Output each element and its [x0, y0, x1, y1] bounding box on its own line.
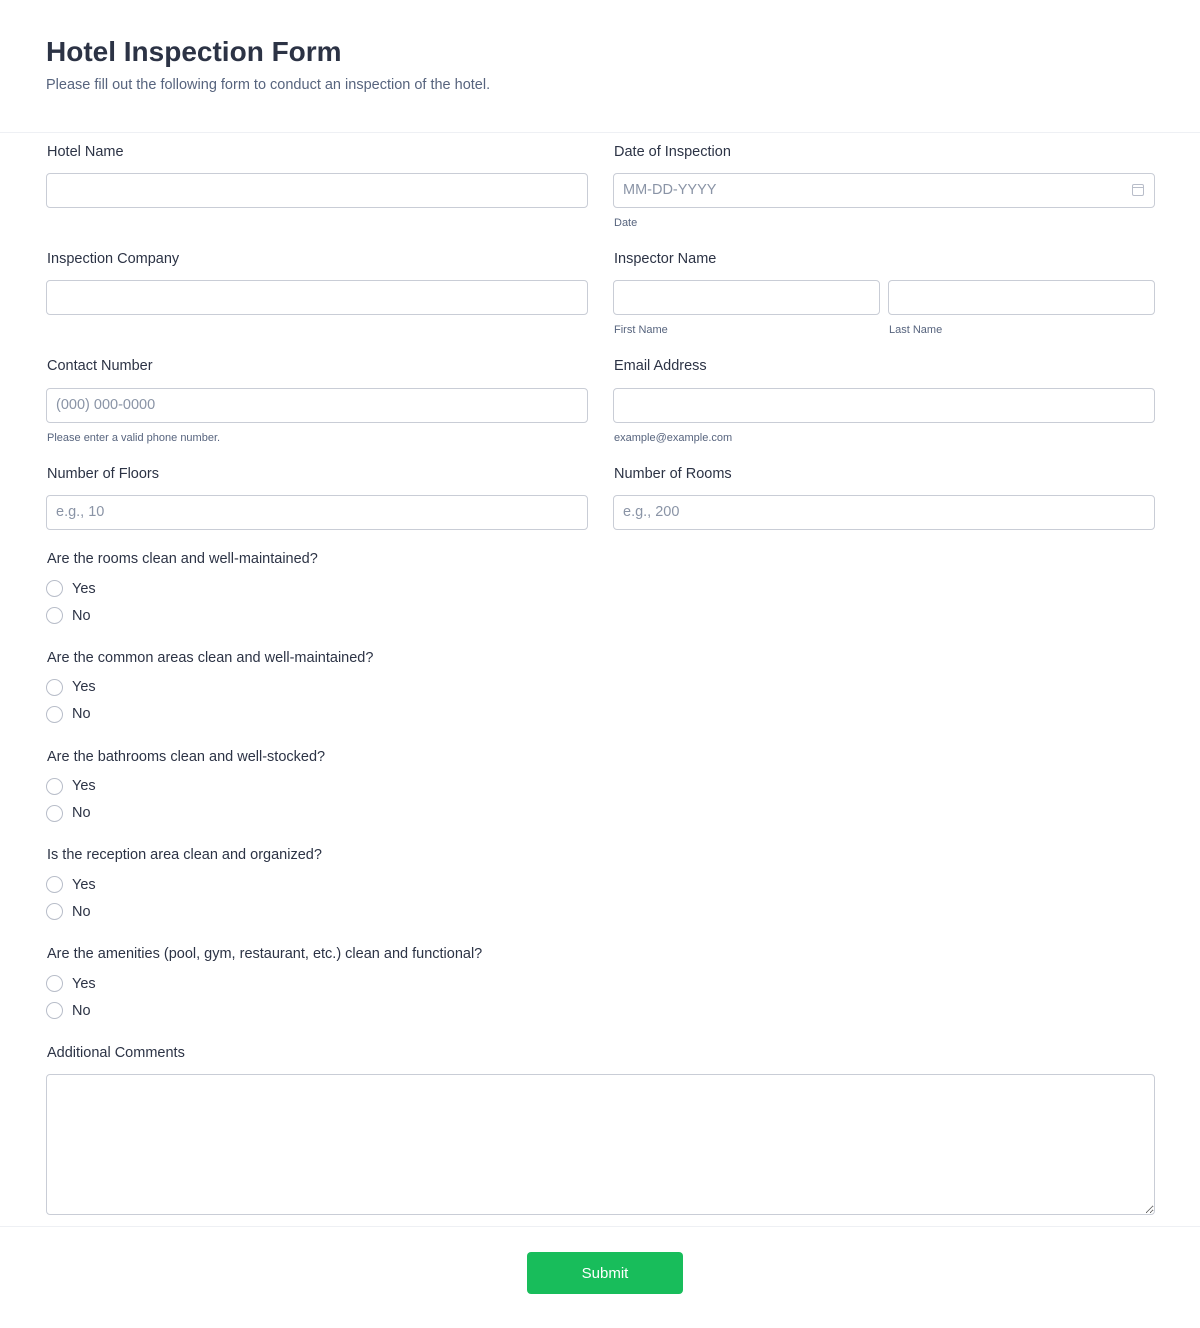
radio-circle-icon[interactable]	[46, 607, 63, 624]
email-input[interactable]	[613, 388, 1155, 423]
radio-circle-icon[interactable]	[46, 706, 63, 723]
radio-option-yes[interactable]	[46, 876, 96, 893]
email-hint: example@example.com	[614, 432, 733, 444]
question-label: Are the amenities (pool, gym, restaurant, etc.) clean and functional?	[47, 946, 483, 963]
radio-circle-icon[interactable]	[46, 580, 63, 597]
radio-option-no[interactable]	[46, 1002, 91, 1019]
radio-label: No	[72, 1002, 91, 1019]
date-placeholder: MM-DD-YYYY	[623, 182, 717, 198]
radio-circle-icon[interactable]	[46, 876, 63, 893]
inspector-label: Inspector Name	[614, 251, 717, 267]
submit-button[interactable]: Submit	[527, 1252, 683, 1294]
radio-label: No	[72, 903, 91, 920]
floors-label: Number of Floors	[47, 466, 160, 482]
divider	[0, 132, 1200, 133]
last-name-input[interactable]	[888, 280, 1155, 315]
radio-option-yes[interactable]	[46, 778, 96, 795]
question-label: Are the common areas clean and well-maintained?	[47, 649, 374, 666]
company-input[interactable]	[46, 280, 588, 315]
hotel-name-input[interactable]	[46, 173, 588, 208]
radio-circle-icon[interactable]	[46, 679, 63, 696]
radio-option-yes[interactable]	[46, 679, 96, 696]
radio-label: Yes	[72, 580, 96, 597]
page-subtitle: Please fill out the following form to conduct an inspection of the hotel.	[46, 77, 491, 93]
last-name-hint: Last Name	[889, 324, 943, 336]
radio-label: Yes	[72, 679, 96, 696]
radio-label: Yes	[72, 778, 96, 795]
radio-option-no[interactable]	[46, 903, 91, 920]
date-input[interactable]	[613, 173, 1155, 208]
contact-hint: Please enter a valid phone number.	[47, 432, 221, 444]
radio-label: Yes	[72, 975, 96, 992]
rooms-input[interactable]: e.g., 200	[613, 495, 1155, 530]
rooms-label: Number of Rooms	[614, 466, 732, 482]
radio-label: No	[72, 706, 91, 723]
radio-option-no[interactable]	[46, 805, 91, 822]
email-label: Email Address	[614, 358, 707, 374]
footer-divider	[0, 1226, 1200, 1227]
question-label: Are the bathrooms clean and well-stocked?	[47, 748, 326, 765]
radio-option-yes[interactable]	[46, 580, 96, 597]
page-title: Hotel Inspection Form	[46, 36, 342, 67]
radio-label: No	[72, 805, 91, 822]
first-name-hint: First Name	[614, 324, 668, 336]
radio-option-yes[interactable]	[46, 975, 96, 992]
calendar-icon[interactable]	[1132, 184, 1144, 196]
contact-input[interactable]: (000) 000-0000	[46, 388, 588, 423]
floors-input[interactable]: e.g., 10	[46, 495, 588, 530]
radio-label: No	[72, 607, 91, 624]
question-label: Is the reception area clean and organized?	[47, 847, 322, 864]
radio-circle-icon[interactable]	[46, 975, 63, 992]
radio-label: Yes	[72, 876, 96, 893]
date-hint: Date	[614, 217, 638, 229]
comments-textarea[interactable]	[46, 1074, 1155, 1215]
radio-circle-icon[interactable]	[46, 778, 63, 795]
radio-option-no[interactable]	[46, 607, 91, 624]
radio-circle-icon[interactable]	[46, 805, 63, 822]
radio-circle-icon[interactable]	[46, 1002, 63, 1019]
hotel-name-label: Hotel Name	[47, 144, 124, 160]
contact-label: Contact Number	[47, 358, 153, 374]
date-label: Date of Inspection	[614, 144, 731, 160]
company-label: Inspection Company	[47, 251, 180, 267]
radio-circle-icon[interactable]	[46, 903, 63, 920]
question-label: Are the rooms clean and well-maintained?	[47, 551, 318, 567]
first-name-input[interactable]	[613, 280, 880, 315]
radio-option-no[interactable]	[46, 706, 91, 723]
comments-label: Additional Comments	[47, 1045, 185, 1061]
